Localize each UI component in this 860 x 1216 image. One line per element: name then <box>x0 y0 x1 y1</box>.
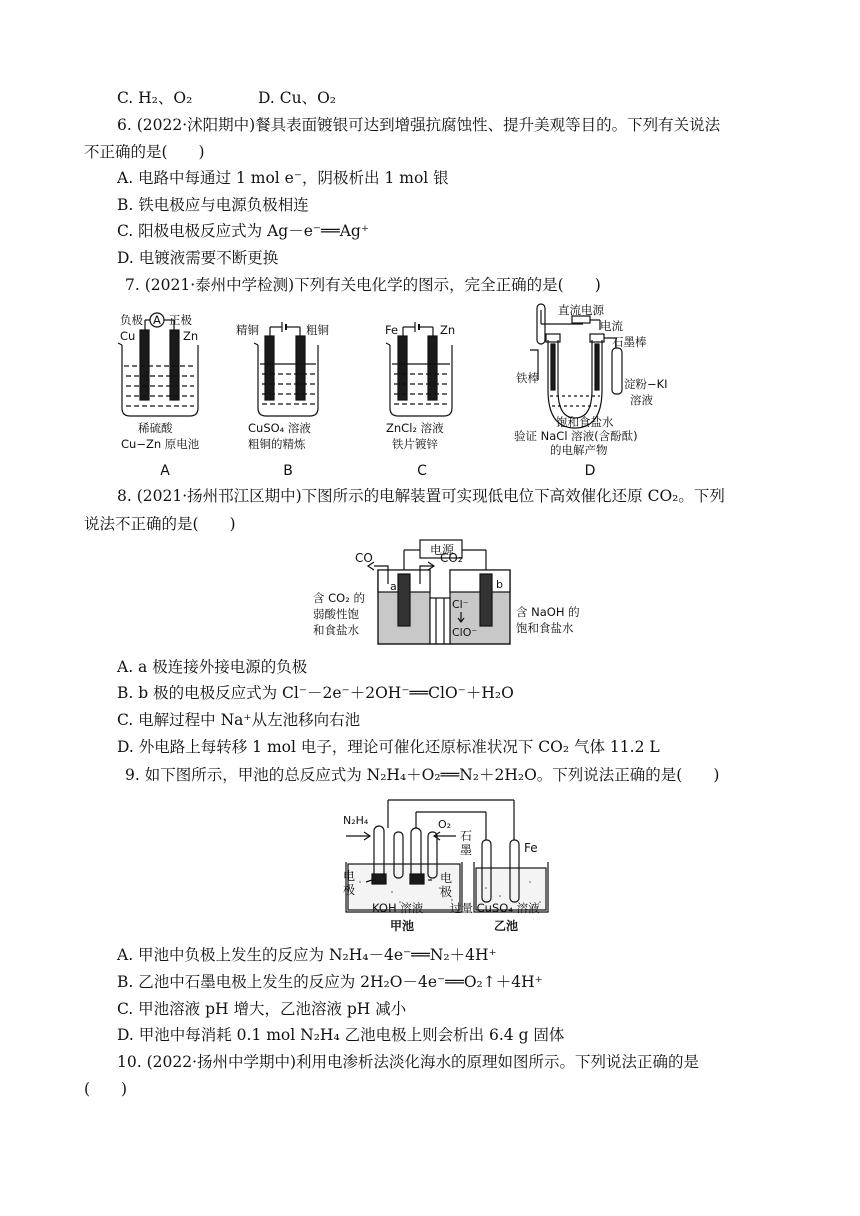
q8-figure <box>0 538 860 648</box>
q7b-caption1: CuSO₄ 溶液 <box>248 421 311 435</box>
q9-cell-yi: 乙池 <box>494 919 519 933</box>
q9-n2h4-label: N₂H₄ <box>343 814 369 827</box>
q8-stem-line2: 说法不正确的是( ) <box>84 515 236 533</box>
q9-option-a: A. 甲池中负极上发生的反应为 N₂H₄－4e⁻══N₂＋4H⁺ <box>117 946 497 964</box>
q8-co2-label: CO₂ <box>440 551 463 565</box>
q9-cuso4-label: 过量 CuSO₄ 溶液 <box>450 901 540 915</box>
q7a-caption1: 稀硫酸 <box>138 421 173 435</box>
q8-co-label: CO <box>355 551 373 565</box>
q7d-caption3: 的电解产物 <box>550 443 608 457</box>
q7b-letter: B <box>283 463 293 479</box>
q8-stem-line1: 8. (2021·扬州邗江区期中)下图所示的电解装置可实现低电位下高效催化还原 CO₂。下列 <box>117 487 725 505</box>
q7b-right-electrode: 粗铜 <box>306 323 329 337</box>
q7d-iron-label: 铁棒 <box>516 371 539 385</box>
q7d-ki-label1: 淀粉−KI <box>624 377 668 391</box>
q7a-letter: A <box>160 463 170 479</box>
q9-koh-label: KOH 溶液 <box>372 901 424 915</box>
q10-stem-line1: 10. (2022·扬州中学期中)利用电渗析法淡化海水的原理如图所示。下列说法正确的是 <box>117 1053 700 1071</box>
q8-left-label2: 弱酸性饱 <box>313 607 359 621</box>
q9-option-d: D. 甲池中每消耗 0.1 mol N₂H₄ 乙池电极上则会析出 6.4 g 固体 <box>117 1026 565 1044</box>
q8-clo-ion: ClO⁻ <box>452 626 478 639</box>
q7-stem: 7. (2021·泰州中学检测)下列有关电化学的图示，完全正确的是( ) <box>125 276 601 294</box>
q8-option-d: D. 外电路上每转移 1 mol 电子，理论可催化还原标准状况下 CO₂ 气体 11.2 L <box>117 738 660 756</box>
q9-stem: 9. 如下图所示，甲池的总反应式为 N₂H₄＋O₂══N₂＋2H₂O。下列说法正确的是( ) <box>125 766 720 784</box>
q6-option-c: C. 阳极电极反应式为 Ag－e⁻══Ag⁺ <box>117 222 370 240</box>
q8-option-a: A. a 极连接外接电源的负极 <box>117 658 308 676</box>
q9-right-electrode-label1: 电 <box>440 871 453 885</box>
q7c-left-electrode: Fe <box>385 323 399 337</box>
q9-option-c: C. 甲池溶液 pH 增大，乙池溶液 pH 减小 <box>117 1000 407 1018</box>
q8-right-label2: 饱和食盐水 <box>516 621 574 635</box>
q7a-pos-label: 正极 <box>169 313 192 327</box>
q5-option-d: D. Cu、O₂ <box>258 89 336 107</box>
q9-fe-label: Fe <box>524 841 538 855</box>
q9-graphite-label2: 墨 <box>460 843 473 857</box>
q9-right-electrode-label2: 极 <box>440 885 453 899</box>
q7d-caption1: 饱和食盐水 <box>556 415 614 429</box>
q7b-caption2: 粗铜的精炼 <box>248 437 306 451</box>
q7d-letter: D <box>584 463 596 479</box>
q7a-meter-label: A <box>153 313 161 327</box>
q7d-graphite-label: 石墨棒 <box>612 335 647 349</box>
q6-option-b: B. 铁电极应与电源负极相连 <box>117 196 309 214</box>
q6-option-d: D. 电镀液需要不断更换 <box>117 249 279 267</box>
q9-cell-jia: 甲池 <box>390 919 415 933</box>
q7a-left-electrode: Cu <box>120 329 136 343</box>
q8-cl-ion: Cl⁻ <box>452 598 469 611</box>
q7a-neg-label: 负极 <box>120 313 143 327</box>
q8-right-label1: 含 NaOH 的 <box>516 605 580 619</box>
q7d-caption2: 验证 NaCl 溶液(含酚酞) <box>514 429 638 443</box>
q8-power-label: 电源 <box>430 543 455 557</box>
q8-electrode-b: b <box>496 578 503 591</box>
q9-graphite-label1: 石 <box>460 829 473 843</box>
q7c-right-electrode: Zn <box>440 323 456 337</box>
q7-figures <box>0 300 860 500</box>
q6-stem-line2: 不正确的是( ) <box>84 143 205 161</box>
q9-left-electrode-label2: 极 <box>343 883 356 897</box>
q9-o2-label: O₂ <box>438 818 452 831</box>
q8-option-c: C. 电解过程中 Na⁺从左池移向右池 <box>117 711 361 729</box>
q7a-caption2: Cu−Zn 原电池 <box>121 437 200 451</box>
q7a-right-electrode: Zn <box>183 329 199 343</box>
q9-figure <box>0 792 860 942</box>
q7d-power-label: 直流电源 <box>558 303 604 317</box>
q8-electrode-a: a <box>390 580 397 593</box>
q6-option-a: A. 电路中每通过 1 mol e⁻，阴极析出 1 mol 银 <box>117 169 449 187</box>
q9-left-electrode-label1: 电 <box>343 869 356 883</box>
q7c-caption2: 铁片镀锌 <box>392 437 438 451</box>
q7d-ki-label2: 溶液 <box>630 393 653 407</box>
q8-left-label1: 含 CO₂ 的 <box>313 591 366 605</box>
q10-stem-line2: ( ) <box>84 1080 128 1098</box>
q7b-left-electrode: 精铜 <box>236 323 259 337</box>
q9-option-b: B. 乙池中石墨电极上发生的反应为 2H₂O－4e⁻══O₂↑＋4H⁺ <box>117 973 543 991</box>
q5-option-c: C. H₂、O₂ <box>117 89 193 107</box>
q7c-letter: C <box>417 463 427 479</box>
q8-option-b: B. b 极的电极反应式为 Cl⁻－2e⁻＋2OH⁻══ClO⁻＋H₂O <box>117 684 514 702</box>
q7d-current-label: 电流 <box>600 319 623 333</box>
q8-left-label3: 和食盐水 <box>313 623 359 637</box>
q6-stem-line1: 6. (2022·沭阳期中)餐具表面镀银可达到增强抗腐蚀性、提升美观等目的。下列有关说法 <box>117 116 721 134</box>
q7c-caption1: ZnCl₂ 溶液 <box>386 421 444 435</box>
